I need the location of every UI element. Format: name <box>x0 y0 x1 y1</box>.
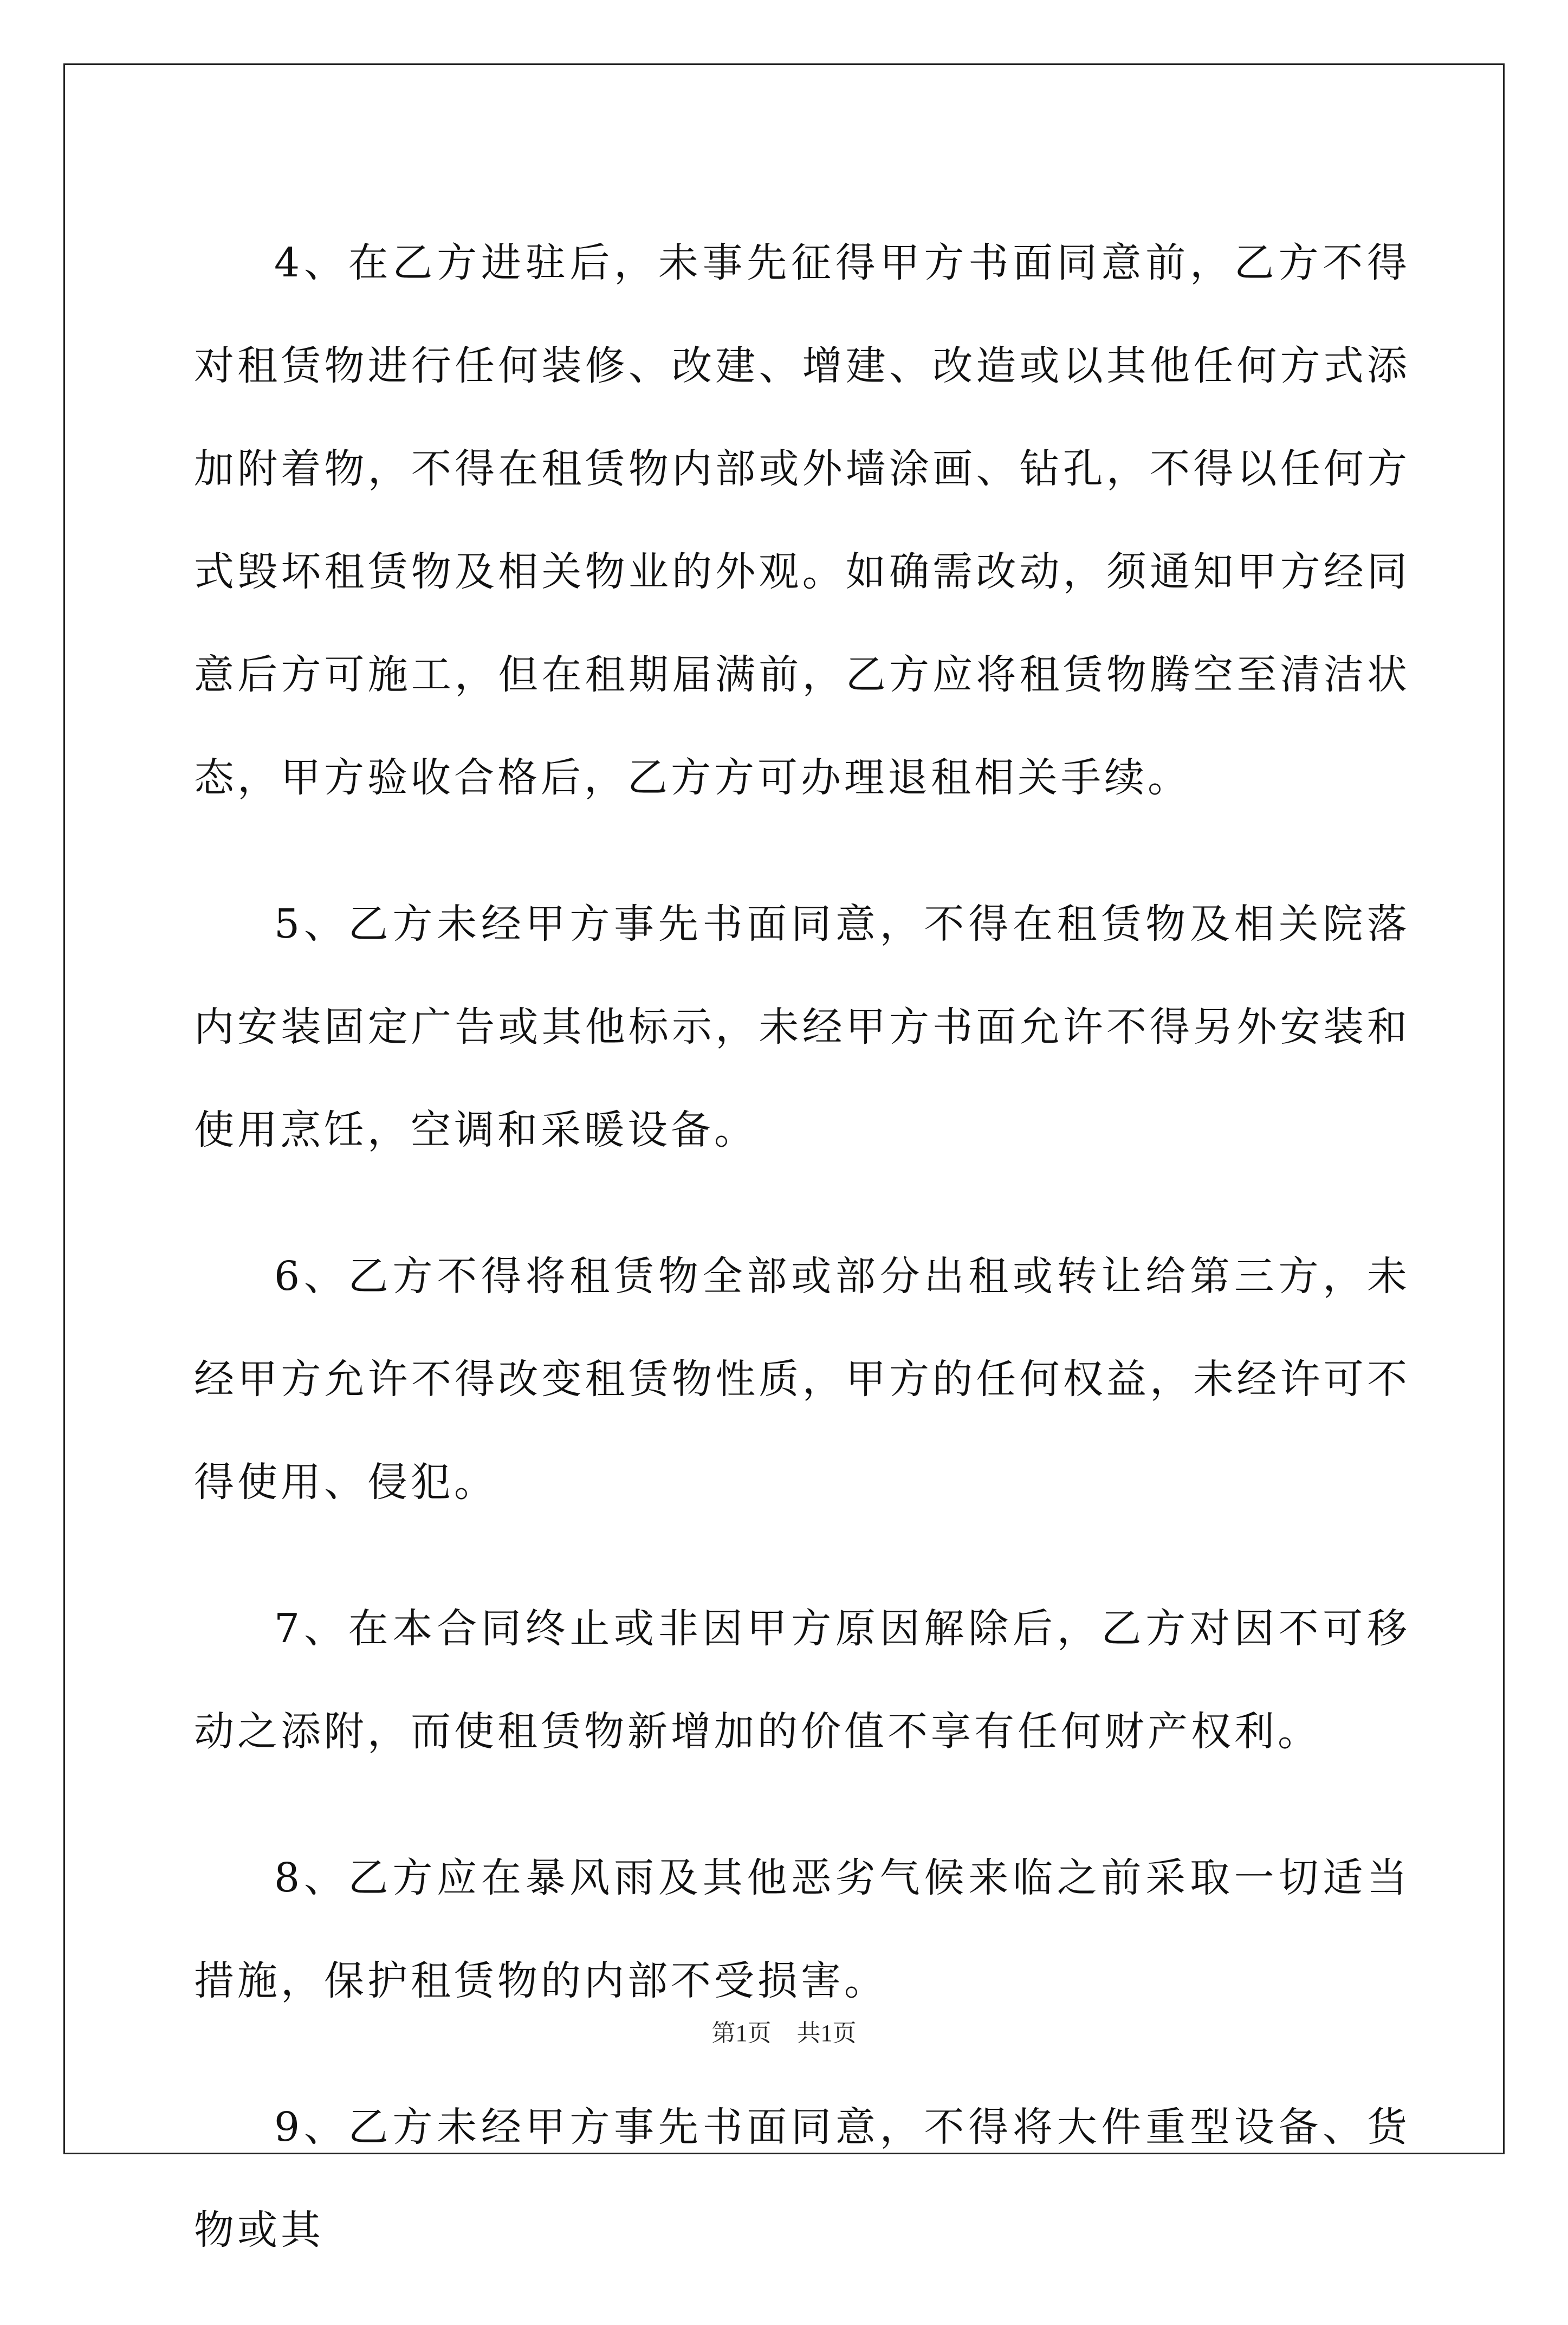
clause-4: 4、在乙方进驻后，未事先征得甲方书面同意前，乙方不得对租赁物进行任何装修、改建、增建、改造或以其他任何方式添加附着物，不得在租赁物内部或外墙涂画、钻孔，不得以任何方式毁坏租赁物及相关物业的外观。如确需改动，须通知甲方经同意后方可施工，但在租期届满前，乙方应将租赁物腾空至清洁状态，甲方验收合格后，乙方方可办理退租相关手续。 <box>194 240 1410 801</box>
clause-6: 6、乙方不得将租赁物全部或部分出租或转让给第三方，未经甲方允许不得改变租赁物性质，甲方的任何权益，未经许可不得使用、侵犯。 <box>194 1253 1410 1506</box>
page-footer <box>0 2013 1568 2048</box>
document-body <box>194 211 1410 2325</box>
clause-8: 8、乙方应在暴风雨及其他恶劣气候来临之前采取一切适当措施，保护租赁物的内部不受损害。 <box>194 1855 1410 2004</box>
clause-9: 9、乙方未经甲方事先书面同意，不得将大件重型设备、货物或其 <box>194 2104 1410 2253</box>
page-number-current: 第1页 <box>711 2020 772 2046</box>
clause-7: 7、在本合同终止或非因甲方原因解除后，乙方对因不可移动之添附，而使租赁物新增加的价值不享有任何财产权利。 <box>194 1605 1410 1755</box>
clause-5: 5、乙方未经甲方事先书面同意，不得在租赁物及相关院落内安装固定广告或其他标示，未经甲方书面允许不得另外安装和使用烹饪，空调和采暖设备。 <box>194 901 1410 1153</box>
page-number-total: 共1页 <box>796 2020 857 2046</box>
